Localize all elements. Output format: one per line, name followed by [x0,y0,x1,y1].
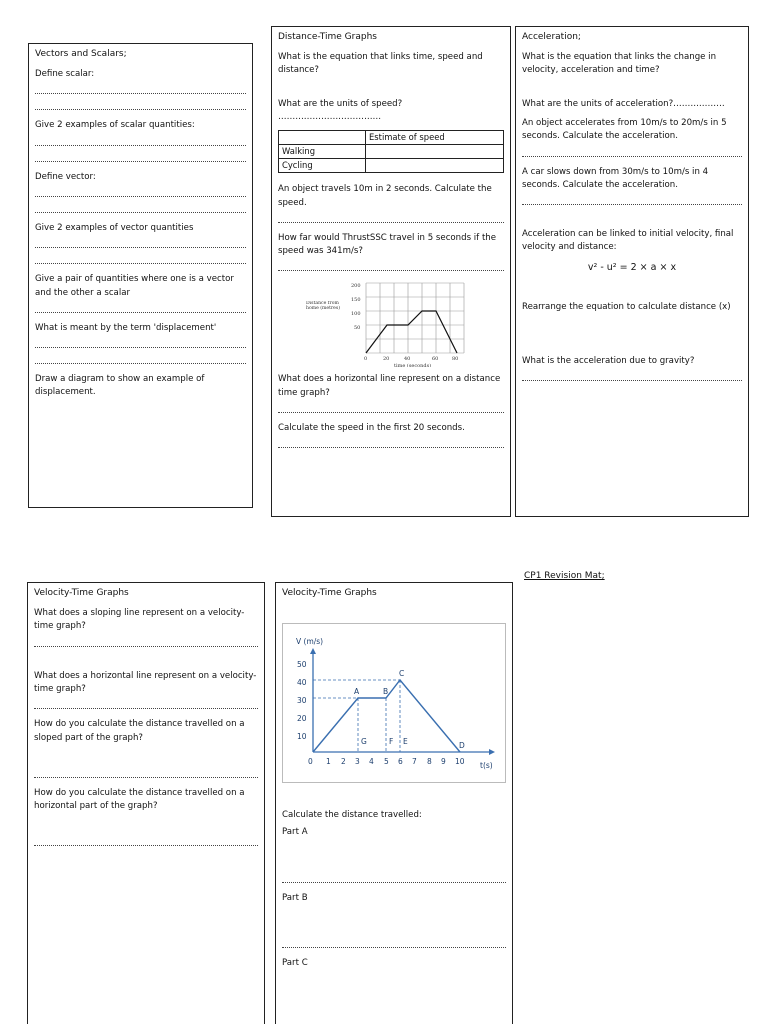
answer-line[interactable] [35,149,246,162]
question: An object accelerates from 10m/s to 20m/s in 5 seconds. Calculate the acceleration. [522,117,727,142]
y-tick: 30 [297,695,307,705]
question: Give 2 examples of vector quantities [35,222,194,233]
question: What is the equation that links the change in velocity, acceleration and time? [522,51,717,76]
question: Give 2 examples of scalar quantities: [35,120,195,131]
answer-line[interactable] [35,351,246,364]
x-tick: 8 [427,756,432,766]
answer-line[interactable] [35,81,246,94]
question: What does a horizontal line represent on a distance time graph? [278,374,501,398]
question: What does a horizontal line represent on a velocity-time graph? [34,670,257,694]
box-title: Velocity-Time Graphs [34,588,129,598]
y-tick: 100 [351,311,361,318]
question: A car slows down from 30m/s to 10m/s in 4 seconds. Calculate the acceleration. [522,166,709,190]
y-tick: 50 [354,325,361,332]
question: Give a pair of quantities where one is a vector and the other a scalar [35,274,234,298]
answer-line[interactable] [34,833,258,846]
x-tick: 9 [441,756,446,766]
question: What are the units of acceleration?……………… [522,98,725,109]
y-tick: 40 [297,677,307,687]
y-tick: 150 [351,297,361,304]
box-title: Acceleration; [522,32,581,42]
question: What are the units of speed? ……………………………… [278,98,403,122]
equation: v² - u² = 2 × a × x [587,261,677,273]
table-header: Estimate of speed [366,131,504,145]
answer-line[interactable] [278,210,504,223]
question: How do you calculate the distance travelled on a horizontal part of the graph? [34,787,245,812]
y-tick: 10 [297,731,307,741]
table-row-label: Cycling [279,159,366,173]
point-label: E [403,736,408,746]
answer-line[interactable] [35,133,246,146]
box-title: Velocity-Time Graphs [282,588,377,598]
answer-line[interactable] [278,258,504,271]
question: An object travels 10m in 2 seconds. Calculate the speed. [278,184,492,208]
x-tick: 6 [398,756,403,766]
revision-mat-title: CP1 Revision Mat; [524,571,605,581]
point-label: G [361,736,367,746]
answer-line[interactable] [35,200,246,213]
point-label: B [383,686,389,696]
answer-line[interactable] [282,870,506,883]
y-tick: 50 [297,659,307,669]
answer-line[interactable] [35,251,246,264]
distance-time-graph [306,277,476,367]
y-axis-label: Distance from home (metres) [306,301,341,312]
acceleration-box [515,26,749,517]
distance-time-box [271,26,511,517]
y-axis-label: V (m/s) [296,636,324,646]
answer-line[interactable] [34,765,258,778]
box-title: Vectors and Scalars; [35,49,127,59]
question: Draw a diagram to show an example of displacement. [35,374,205,398]
box-title: Distance-Time Graphs [278,32,377,42]
velocity-time-graph-box [275,582,513,1024]
x-tick: 40 [404,356,411,363]
answer-line[interactable] [35,184,246,197]
speed-table [278,130,504,173]
question: What does a sloping line represent on a velocity-time graph? [34,607,245,632]
point-label: A [354,686,360,696]
question: Acceleration can be linked to initial velocity, final velocity and distance: [522,229,734,253]
part-label: Part C [282,957,308,968]
part-label: Part B [282,892,308,903]
vectors-scalars-box [28,43,253,508]
x-tick: 60 [432,356,439,363]
x-tick: 20 [383,356,390,363]
x-tick: 10 [455,756,465,766]
x-tick: 7 [412,756,417,766]
answer-line[interactable] [522,144,742,157]
velocity-time-questions-box [27,582,265,1024]
question: What is the acceleration due to gravity? [522,355,695,366]
question: Define vector: [35,171,96,182]
table-row-label: Walking [279,145,366,159]
x-tick: 80 [452,356,459,363]
x-tick: 3 [355,756,360,766]
x-tick: 2 [341,756,346,766]
part-label: Part A [282,827,308,838]
x-axis-label: t(s) [480,760,493,770]
x-axis-label: time (seconds) [394,363,432,368]
question: Define scalar: [35,68,95,79]
y-tick: 20 [297,713,307,723]
question: Rearrange the equation to calculate distance (x) [522,302,731,313]
answer-line[interactable] [35,300,246,313]
answer-line[interactable] [282,935,506,948]
x-tick: 5 [384,756,389,766]
point-label: F [389,736,394,746]
answer-line[interactable] [522,192,742,205]
answer-line[interactable] [35,97,246,110]
x-tick: 1 [326,756,331,766]
table-cell[interactable] [366,145,504,159]
question: Calculate the distance travelled: [282,809,422,820]
point-label: D [459,740,465,750]
question: How do you calculate the distance travelled on a sloped part of the graph? [34,719,245,743]
answer-line[interactable] [34,696,258,709]
question: What is meant by the term 'displacement' [35,322,217,333]
answer-line[interactable] [35,335,246,348]
answer-line[interactable] [35,235,246,248]
table-cell[interactable] [366,159,504,173]
x-tick: 4 [369,756,374,766]
question: What is the equation that links time, speed and distance? [278,51,483,76]
answer-line[interactable] [522,368,742,381]
point-label: C [399,668,405,678]
answer-line[interactable] [278,435,504,448]
y-tick: 200 [351,283,361,290]
answer-line[interactable] [34,634,258,647]
answer-line[interactable] [278,400,504,413]
velocity-time-graph [282,623,506,783]
x-tick: 0 [364,356,368,363]
question: How far would ThrustSSC travel in 5 seconds if the speed was 341m/s? [278,232,497,257]
question: Calculate the speed in the first 20 seconds. [278,423,465,434]
x-tick: 0 [308,756,313,766]
